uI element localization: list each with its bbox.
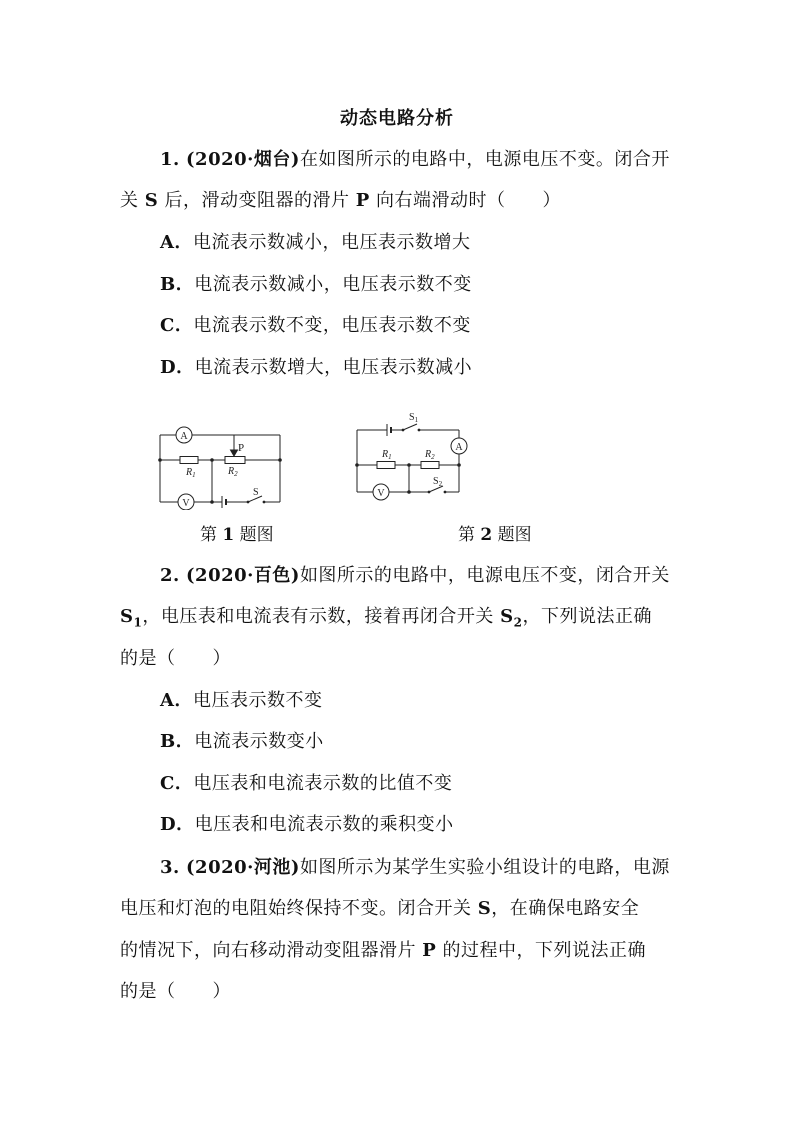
q2-line-3: 的是（ ） — [120, 648, 231, 669]
q2-line-1 — [160, 564, 720, 588]
q2-switch-s2: S — [500, 606, 514, 627]
q1-switch-s: S — [144, 190, 159, 211]
ammeter-symbol — [176, 427, 192, 443]
q3-line-3 — [120, 939, 680, 963]
r1-label: $R_1$ — [382, 449, 392, 461]
caption-num: 1 — [222, 525, 235, 545]
q3-switch-s: S — [477, 898, 492, 919]
q1-source: (2020·烟台) — [186, 149, 300, 170]
caption-post: 题图 — [492, 525, 532, 545]
q3-text-2b: ，在确保电路安全 — [491, 898, 640, 919]
option-label: B． — [160, 274, 195, 295]
q3-line-1 — [160, 856, 720, 880]
option-label: B． — [160, 731, 195, 752]
voltmeter-label: V — [182, 498, 190, 509]
ammeter-label: A — [455, 442, 463, 453]
ammeter-symbol — [451, 438, 467, 454]
r2-label: $R_2$ — [228, 466, 238, 478]
caption-pre: 第 — [200, 525, 223, 545]
q2-text-2a: ，电压表和电流表有示数，接着再闭合开关 — [142, 606, 501, 627]
option-text: 电压表示数不变 — [192, 690, 323, 711]
option-label: C． — [160, 773, 194, 794]
q2-option-d — [160, 813, 720, 837]
q2-option-c — [160, 772, 720, 796]
option-label: D． — [160, 357, 195, 378]
figure-1-circuit-diagram — [150, 420, 290, 510]
q3-text-3a: 的情况下，向右移动滑动变阻器滑片 — [120, 940, 423, 961]
q2-switch-s1: S — [120, 606, 134, 627]
q2-switch-s1-sub: 1 — [133, 615, 143, 630]
q3-number: 3. — [160, 857, 180, 878]
switch-label: S — [253, 487, 259, 498]
figure-2-circuit-diagram — [345, 405, 475, 505]
q1-line-2 — [120, 189, 680, 213]
voltmeter-symbol — [178, 494, 194, 510]
caption-pre: 第 — [458, 525, 481, 545]
q2-option-a — [160, 689, 720, 713]
option-text: 电流表示数变小 — [194, 731, 324, 752]
option-text: 电流表示数减小，电压表示数不变 — [194, 274, 472, 295]
q1-option-a — [160, 231, 720, 255]
voltmeter-label: V — [377, 488, 385, 499]
q2-text-2b: ，下列说法正确 — [522, 606, 652, 627]
option-text: 电流表示数减小，电压表示数增大 — [192, 232, 471, 253]
s2-label: $S_2$ — [433, 476, 443, 488]
q3-text-3b: 的过程中，下列说法正确 — [436, 940, 647, 961]
q1-option-c — [160, 314, 720, 338]
q2-number: 2. — [160, 565, 180, 586]
s1-label: $S_1$ — [409, 412, 419, 424]
option-text: 电流表示数不变，电压表示数不变 — [193, 315, 471, 336]
r1-label: $R_1$ — [186, 467, 196, 479]
q3-text-1: 如图所示为某学生实验小组设计的电路，电源 — [299, 857, 670, 878]
q3-text-2a: 电压和灯泡的电阻始终保持不变。闭合开关 — [120, 898, 478, 919]
q2-line-2 — [120, 605, 680, 635]
q1-number: 1. — [160, 149, 180, 170]
voltmeter-symbol — [373, 484, 389, 500]
option-text: 电压表和电流表示数的乘积变小 — [194, 814, 454, 835]
q3-source: (2020·河池) — [186, 857, 300, 878]
q1-text-2a: 关 — [120, 190, 145, 211]
figure-2-caption — [458, 520, 532, 545]
r2-label: $R_2$ — [425, 449, 435, 461]
q3-slider-p: P — [422, 940, 437, 961]
ammeter-label: A — [180, 431, 188, 442]
q2-switch-s2-sub: 2 — [513, 615, 523, 630]
option-label: A． — [160, 690, 193, 711]
option-label: D． — [160, 814, 195, 835]
option-text: 电压表和电流表示数的比值不变 — [193, 773, 453, 794]
q1-slider-p: P — [355, 190, 370, 211]
option-label: A． — [160, 232, 193, 253]
page-title: 动态电路分析 — [340, 108, 454, 129]
q3-line-4: 的是（ ） — [120, 981, 231, 1002]
caption-num: 2 — [480, 525, 493, 545]
option-label: C． — [160, 315, 194, 336]
figure-1-caption — [200, 520, 274, 545]
q2-option-b — [160, 730, 720, 754]
q2-text-1: 如图所示的电路中，电源电压不变，闭合开关 — [299, 565, 670, 586]
slider-label: P — [238, 442, 245, 454]
q1-option-d — [160, 356, 720, 380]
option-text: 电流表示数增大，电压表示数减小 — [194, 357, 473, 378]
q1-text-2b: 后，滑动变阻器的滑片 — [158, 190, 356, 211]
q2-source: (2020·百色) — [186, 565, 300, 586]
q3-line-2 — [120, 897, 680, 921]
caption-post: 题图 — [234, 525, 274, 545]
q1-text-2c: 向右端滑动时（ ） — [369, 190, 561, 211]
q1-text-1: 在如图所示的电路中，电源电压不变。闭合开 — [299, 149, 670, 170]
q1-option-b — [160, 273, 720, 297]
q1-line-1 — [160, 148, 720, 172]
